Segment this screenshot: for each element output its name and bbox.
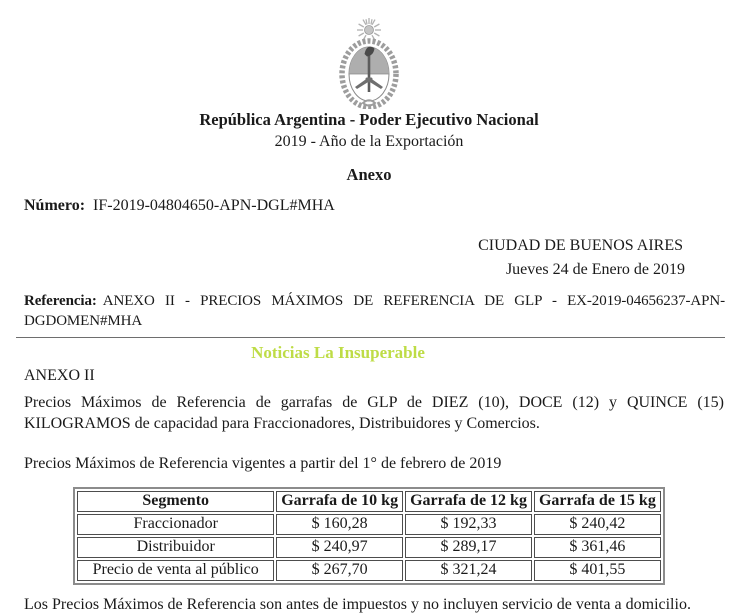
price-cell: $ 240,97 — [276, 537, 403, 558]
watermark-text: Noticias La Insuperable — [251, 343, 425, 362]
price-cell: $ 160,28 — [276, 514, 403, 535]
intro-paragraph: Precios Máximos de Referencia de garrafas de GLP de DIEZ (10), DOCE (12) y QUINCE (15) KILOGRAMOS de capacidad para Fraccionadores, Distribuidores y Comercios. — [24, 394, 724, 432]
date-line: Jueves 24 de Enero de 2019 — [505, 261, 685, 278]
price-cell: $ 289,17 — [405, 537, 532, 558]
price-cell: $ 401,55 — [534, 560, 661, 581]
table-row — [77, 560, 661, 581]
column-header-segmento: Segmento — [77, 491, 274, 512]
effective-date-paragraph: Precios Máximos de Referencia vigentes a partir del 1° de febrero de 2019 — [24, 455, 502, 472]
numero-label: Número: — [24, 197, 86, 214]
argentina-coat-of-arms-icon — [327, 17, 411, 109]
price-cell: $ 267,70 — [276, 560, 403, 581]
referencia-label: Referencia: — [24, 293, 97, 309]
price-cell: $ 192,33 — [405, 514, 532, 535]
segment-cell: Fraccionador — [77, 514, 274, 535]
column-header-garrafa-12kg: Garrafa de 12 kg — [405, 491, 532, 512]
segment-cell: Precio de venta al público — [77, 560, 274, 581]
price-cell: $ 240,42 — [534, 514, 661, 535]
coat-of-arms-container — [0, 0, 738, 107]
year-motto: 2019 - Año de la Exportación — [274, 133, 464, 150]
table-row — [77, 514, 661, 535]
table-row — [77, 537, 661, 558]
segment-cell: Distribuidor — [77, 537, 274, 558]
org-title: República Argentina - Poder Ejecutivo Nacional — [199, 110, 539, 129]
doc-type-heading: Anexo — [346, 165, 392, 184]
numero-value: IF-2019-04804650-APN-DGL#MHA — [93, 197, 335, 214]
column-header-garrafa-15kg: Garrafa de 15 kg — [534, 491, 661, 512]
document-number-line — [0, 196, 738, 216]
referencia-paragraph — [0, 291, 738, 331]
prices-table — [73, 487, 665, 585]
price-cell: $ 361,46 — [534, 537, 661, 558]
price-cell: $ 321,24 — [405, 560, 532, 581]
separator-rule — [16, 337, 725, 338]
referencia-value: ANEXO II - PRECIOS MÁXIMOS DE REFERENCIA DE GLP - EX-2019-04656237-APN-DGDOMEN#MHA — [24, 293, 725, 329]
annex-heading: ANEXO II — [24, 367, 95, 384]
column-header-garrafa-10kg: Garrafa de 10 kg — [276, 491, 403, 512]
city-line: CIUDAD DE BUENOS AIRES — [478, 237, 683, 254]
closing-paragraph: Los Precios Máximos de Referencia son antes de impuestos y no incluyen servicio de venta a domicilio. — [24, 595, 691, 613]
table-header-row — [77, 491, 661, 512]
